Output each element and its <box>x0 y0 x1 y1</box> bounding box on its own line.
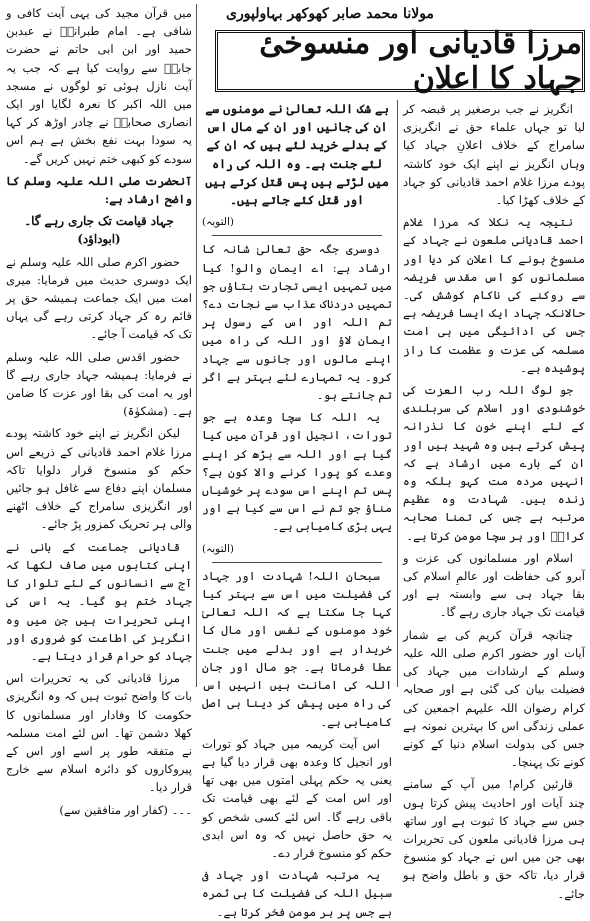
paragraph: لیکن انگریز نے اپنے خود کاشتہ پودے مرزا غلام احمد قادیانی کے ذریعے اس حکم کو منسوخ قرار دلوایا تاکہ مسلمان اپنے دفاع سے غافل ہو جائیں اور انگریزی سامراج کے خلاف اٹھنے والی ہر تحریک کمزور پڑ جائے۔ <box>6 426 192 532</box>
verse-source: (التوبہ) <box>202 542 235 555</box>
paragraph: انگریز نے جب برصغیر پر قبضہ کر لیا تو جہاں علماء حق نے انگریزی سامراج کے خلاف اعلانِ جہاد کیا وہاں انگریز نے اپنے ایک خود کاشتہ پودے مرزا غلام احمد قادیانی کو جہاد کے خلاف کھڑا کیا۔ <box>403 102 585 208</box>
paragraph: جو لوگ اللہ رب العزت کی خوشنودی اور اسلام کی سربلندی کے لئے اپنے خون کا نذرانہ پیش کرتے ہیں وہ شہید ہیں اور ان کے بارے میں ارشاد ہے کہ انہیں مردہ مت کہو بلکہ وہ زندہ ہیں۔ شہادت وہ عظیم مرتبہ ہے جس کی تمنا صحابہ کرامؓ اور ہر سچا مومن کرتا ہے۔ <box>403 383 585 543</box>
column-divider-right <box>397 100 398 687</box>
paragraph: چنانچہ قرآن کریم کی بے شمار آیات اور حضور اکرم صلی اللہ علیہ وسلم کے ارشادات میں جہاد کی فضیلت بیان کی گئی ہے اور صحابہ کرام رضوان اللہ علیہم اجمعین کی عملی زندگی اس کا بہترین نمونہ ہے جس کی بدولت اسلام دنیا کے کونے کونے تک پہنچا۔ <box>403 627 585 770</box>
paragraph: سبحان اللہ! شہادت اور جہاد کی فضیلت میں اس سے بہتر کیا کہا جا سکتا ہے کہ اللہ تعالیٰ خود مومنوں کے نفس اور مال کا خریدار ہے اور بدلے میں جنت عطا فرماتا ہے۔ جو مال اور جان اللہ کی امانت ہیں انہیں اس کی راہ میں پیش کر دینا ہی اصل کامیابی ہے۔ <box>202 568 392 729</box>
paragraph: یہ مرتبہ شہادت اور جہاد فی سبیل اللہ کی فضیلت کا ہی ثمرہ ہے جس پر ہر مومن فخر کرتا ہے۔ <box>202 868 392 919</box>
headline-box <box>215 26 585 96</box>
hadith-quote: جہاد قیامت تک جاری رہے گا۔ (ابوداؤد) <box>24 214 174 247</box>
paragraph: میں قرآن مجید کی یہی آیت کافی و شافی ہے۔ امام طبرانیؒ نے عبدبن حمید اور ابن ابی حاتم نے حضرت جابرؓ سے روایت کیا ہے کہ جب یہ آیت نازل ہوئی تو لوگوں نے مسجد میں اللہ اکبر کا نعرہ لگایا اور ایک انصاری صحابیؓ نے چادر اوڑھ کر کہا یہ سودا بہت نفع بخش ہے ہم اس سودے کو کبھی ختم نہیں کریں گے۔ <box>6 6 192 166</box>
article-title: مرزا قادیانی اور منسوخیٔ جہاد کا اعلان <box>259 26 582 96</box>
paragraph: قادیانی جماعت کے بانی نے اپنی کتابوں میں صاف لکھا کہ آج سے انسانوں کے لئے تلوار کا جہاد ختم ہو گیا۔ یہ اس کی اپنی تحریرات ہیں جن میں وہ انگریز کی اطاعت کو ضروری اور جہاد کو حرام قرار دیتا ہے۔ <box>6 539 192 663</box>
paragraph: اس آیت کریمہ میں جہاد کو تورات اور انجیل کا وعدہ بھی قرار دیا گیا ہے یعنی یہ حکم پہلی امتوں میں بھی تھا اور اس امت کے لئے بھی قیامت تک باقی رہے گا۔ اس لئے کسی شخص کو یہ حق حاصل نہیں کہ وہ اس ابدی حکم کو منسوخ قرار دے۔ <box>202 736 392 860</box>
middle-column <box>202 100 392 919</box>
separator-line <box>212 235 382 236</box>
paragraph: اسلام اور مسلمانوں کی عزت و آبرو کی حفاظت اور عالمِ اسلام کی بقا جہاد ہی سے وابستہ ہے اور قیامت تک جہاد جاری رہے گا۔ <box>403 550 585 620</box>
column-divider-left <box>196 4 197 687</box>
paragraph: قارئین کرام! میں آپ کے سامنے چند آیات اور احادیث پیش کرتا ہوں جس سے جہاد کا ثبوت ہے اور ساتھ ہی مرزا قادیانی ملعون کی تحریرات بھی جن میں اس نے جہاد کو منسوخ قرار دیا، تاکہ حق و باطل واضح ہو جائے۔ <box>403 777 585 901</box>
verse-source: (التوبہ) <box>202 216 235 229</box>
paragraph: نتیجہ یہ نکلا کہ مرزا غلام احمد قادیانی ملعون نے جہاد کے منسوخ ہونے کا اعلان کر دیا اور مسلمانوں کو اس مقدس فریضہ سے روکنے کی ناکام کوشش کی۔ حالانکہ جہاد ایک ایسا فریضہ ہے جس کی ادائیگی میں ہی امت مسلمہ کی عزت و عظمت کا راز پوشیدہ ہے۔ <box>403 215 585 375</box>
paragraph: دوسری جگہ حق تعالیٰ شانہ کا ارشاد ہے: اے ایمان والو! کیا میں تمہیں ایسی تجارت بتاؤں جو تمہیں دردناک عذاب سے نجات دے؟ تم اللہ اور اس کے رسول پر ایمان لاؤ اور اللہ کی راہ میں اپنے مالوں اور جانوں سے جہاد کرو۔ یہ تمہارے لئے بہتر ہے اگر تم جانتے ہو۔ <box>202 242 392 403</box>
paragraph: مرزا قادیانی کی یہ تحریرات اس بات کا واضح ثبوت ہیں کہ وہ انگریزی حکومت کا وفادار اور مسلمانوں کا کھلا دشمن تھا۔ اس لئے امت مسلمہ نے متفقہ طور پر اسے اور اس کے پیروکاروں کو دائرہ اسلام سے خارج قرار دیا۔ <box>6 671 192 795</box>
left-column <box>6 4 192 817</box>
subheading: آنحضرت صلی اللہ علیہ وسلم کا واضح ارشاد ہے: <box>6 173 192 207</box>
quran-verse: بے شک اللہ تعالیٰ نے مومنوں سے ان کی جانیں اور ان کے مال اس کے بدلے خرید لئے ہیں کہ ان کے لئے جنت ہے۔ وہ اللہ کی راہ میں لڑتے ہیں پس قتل کرتے ہیں اور قتل کئے جاتے ہیں۔ <box>205 102 389 208</box>
paragraph: یہ اللہ کا سچا وعدہ ہے جو تورات، انجیل اور قرآن میں کیا گیا ہے اور اللہ سے بڑھ کر اپنے وعدے کو پورا کرنے والا کون ہے؟ پس تم اپنے اس سودے پر خوشیاں مناؤ جو تم نے اس سے کیا ہے اور یہی بڑی کامیابی ہے۔ <box>202 410 392 534</box>
paragraph: حضور اقدس صلی اللہ علیہ وسلم نے فرمایا: ہمیشہ جہاد جاری رہے گا اور یہ امت کی بقا اور عزت کا ضامن ہے۔ (مشکوٰۃ) <box>6 349 192 419</box>
right-column <box>403 100 585 901</box>
author-byline: مولانا محمد صابر کھوکھر بہاولپوری <box>226 6 434 22</box>
column-footer: ۔۔۔ (کفار اور منافقین سے) <box>59 802 192 817</box>
separator-line <box>212 562 382 563</box>
paragraph: حضور اکرم صلی اللہ علیہ وسلم نے ایک دوسری حدیث میں فرمایا: میری امت میں ایک جماعت ہمیشہ حق پر قائم رہ کر جہاد کرتی رہے گی یہاں تک کہ قیامت آ جائے۔ <box>6 254 192 342</box>
